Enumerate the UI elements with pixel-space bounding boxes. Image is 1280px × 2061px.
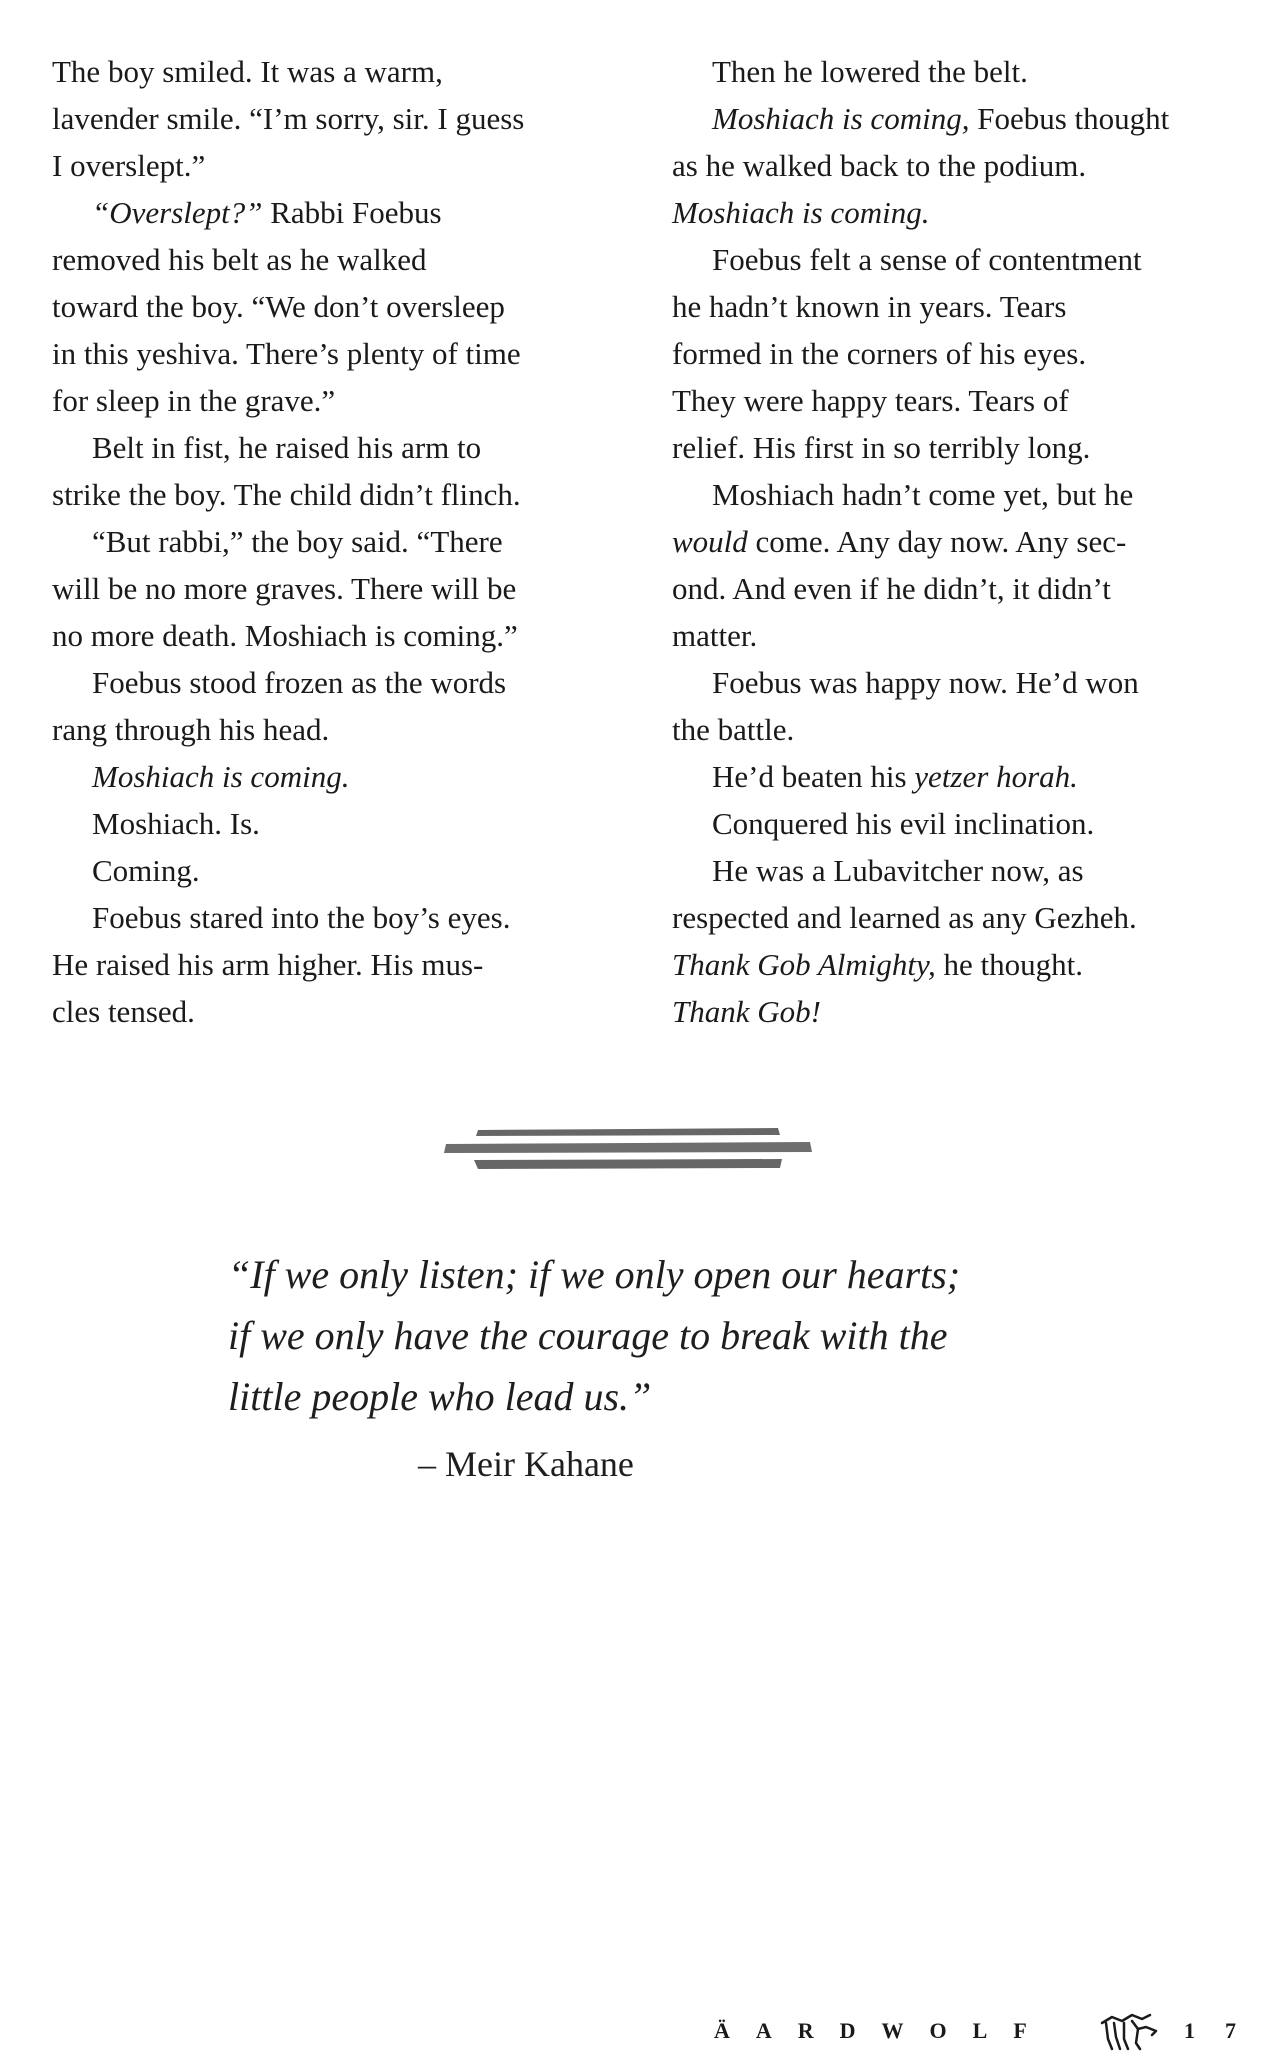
text-line: as he walked back to the podium. — [672, 148, 1087, 183]
text-line: relief. His first in so terribly long. — [672, 430, 1091, 465]
right-text-column — [672, 48, 1272, 1035]
text-line: They were happy tears. Tears of — [672, 383, 1069, 418]
quote-line: “If we only listen; if we only open our hearts; — [228, 1252, 961, 1297]
text-line: will be no more graves. There will be — [52, 571, 517, 606]
text-line: Foebus was happy now. He’d won — [712, 665, 1139, 700]
italic-phrase: would — [672, 524, 748, 559]
italic-phrase: “Overslept?” — [92, 195, 263, 230]
text-line: He raised his arm higher. His mus- — [52, 947, 484, 982]
page-number: 17 — [1184, 2018, 1266, 2043]
text-line-italic: Moshiach is coming. — [672, 195, 930, 230]
text-fragment: He’d beaten his — [712, 759, 915, 794]
text-line: I overslept.” — [52, 148, 206, 183]
text-line: ond. And even if he didn’t, it didn’t — [672, 571, 1111, 606]
italic-phrase: yetzer horah. — [914, 759, 1078, 794]
text-line: Conquered his evil inclination. — [712, 806, 1095, 841]
text-line — [672, 518, 1272, 565]
text-line: he hadn’t known in years. Tears — [672, 289, 1067, 324]
text-line: rang through his head. — [52, 712, 330, 747]
text-fragment: Foebus thought — [969, 101, 1170, 136]
text-line: Belt in fist, he raised his arm to — [92, 430, 482, 465]
text-line: Moshiach. Is. — [92, 806, 260, 841]
text-line: Foebus stood frozen as the words — [92, 665, 507, 700]
text-line — [672, 941, 1272, 988]
text-line: in this yeshiva. There’s plenty of time — [52, 336, 521, 371]
section-divider-ornament — [438, 1122, 818, 1174]
magazine-brand: ÄARDWOLF — [714, 2018, 1053, 2043]
text-line: He was a Lubavitcher now, as — [712, 853, 1084, 888]
quote-line: if we only have the courage to break with the — [228, 1313, 948, 1358]
epigraph-quote — [228, 1244, 1128, 1427]
text-line: respected and learned as any Gezheh. — [672, 900, 1137, 935]
text-line: matter. — [672, 618, 758, 653]
text-fragment: Rabbi Foebus — [262, 195, 442, 230]
text-line: lavender smile. “I’m sorry, sir. I guess — [52, 101, 525, 136]
text-line-italic: Moshiach is coming. — [92, 759, 350, 794]
text-line — [672, 95, 1272, 142]
text-line: Moshiach hadn’t come yet, but he — [712, 477, 1134, 512]
text-line: toward the boy. “We don’t oversleep — [52, 289, 505, 324]
text-fragment: come. Any day now. Any sec- — [747, 524, 1127, 559]
text-line: Then he lowered the belt. — [712, 54, 1028, 89]
text-line: Foebus felt a sense of contentment — [712, 242, 1142, 277]
aardwolf-logo-icon — [1098, 2009, 1162, 2053]
text-line: Coming. — [92, 853, 200, 888]
text-line-italic: Thank Gob! — [672, 994, 821, 1029]
text-line: cles tensed. — [52, 994, 195, 1029]
quote-attribution: – Meir Kahane — [418, 1444, 634, 1484]
italic-phrase: Moshiach is coming, — [712, 101, 970, 136]
left-text-column — [52, 48, 632, 1035]
text-line: no more death. Moshiach is coming.” — [52, 618, 518, 653]
text-line — [52, 189, 632, 236]
italic-phrase: Thank Gob Almighty, — [672, 947, 936, 982]
text-line: The boy smiled. It was a warm, — [52, 54, 443, 89]
text-line: Foebus stared into the boy’s eyes. — [92, 900, 511, 935]
quote-line: little people who lead us.” — [228, 1374, 652, 1419]
text-line: for sleep in the grave.” — [52, 383, 336, 418]
text-line — [672, 753, 1272, 800]
text-line: formed in the corners of his eyes. — [672, 336, 1087, 371]
text-line: “But rabbi,” the boy said. “There — [92, 524, 503, 559]
text-line: the battle. — [672, 712, 795, 747]
page-footer — [714, 2009, 1266, 2053]
text-line: removed his belt as he walked — [52, 242, 427, 277]
text-fragment: he thought. — [935, 947, 1084, 982]
text-line: strike the boy. The child didn’t flinch. — [52, 477, 521, 512]
